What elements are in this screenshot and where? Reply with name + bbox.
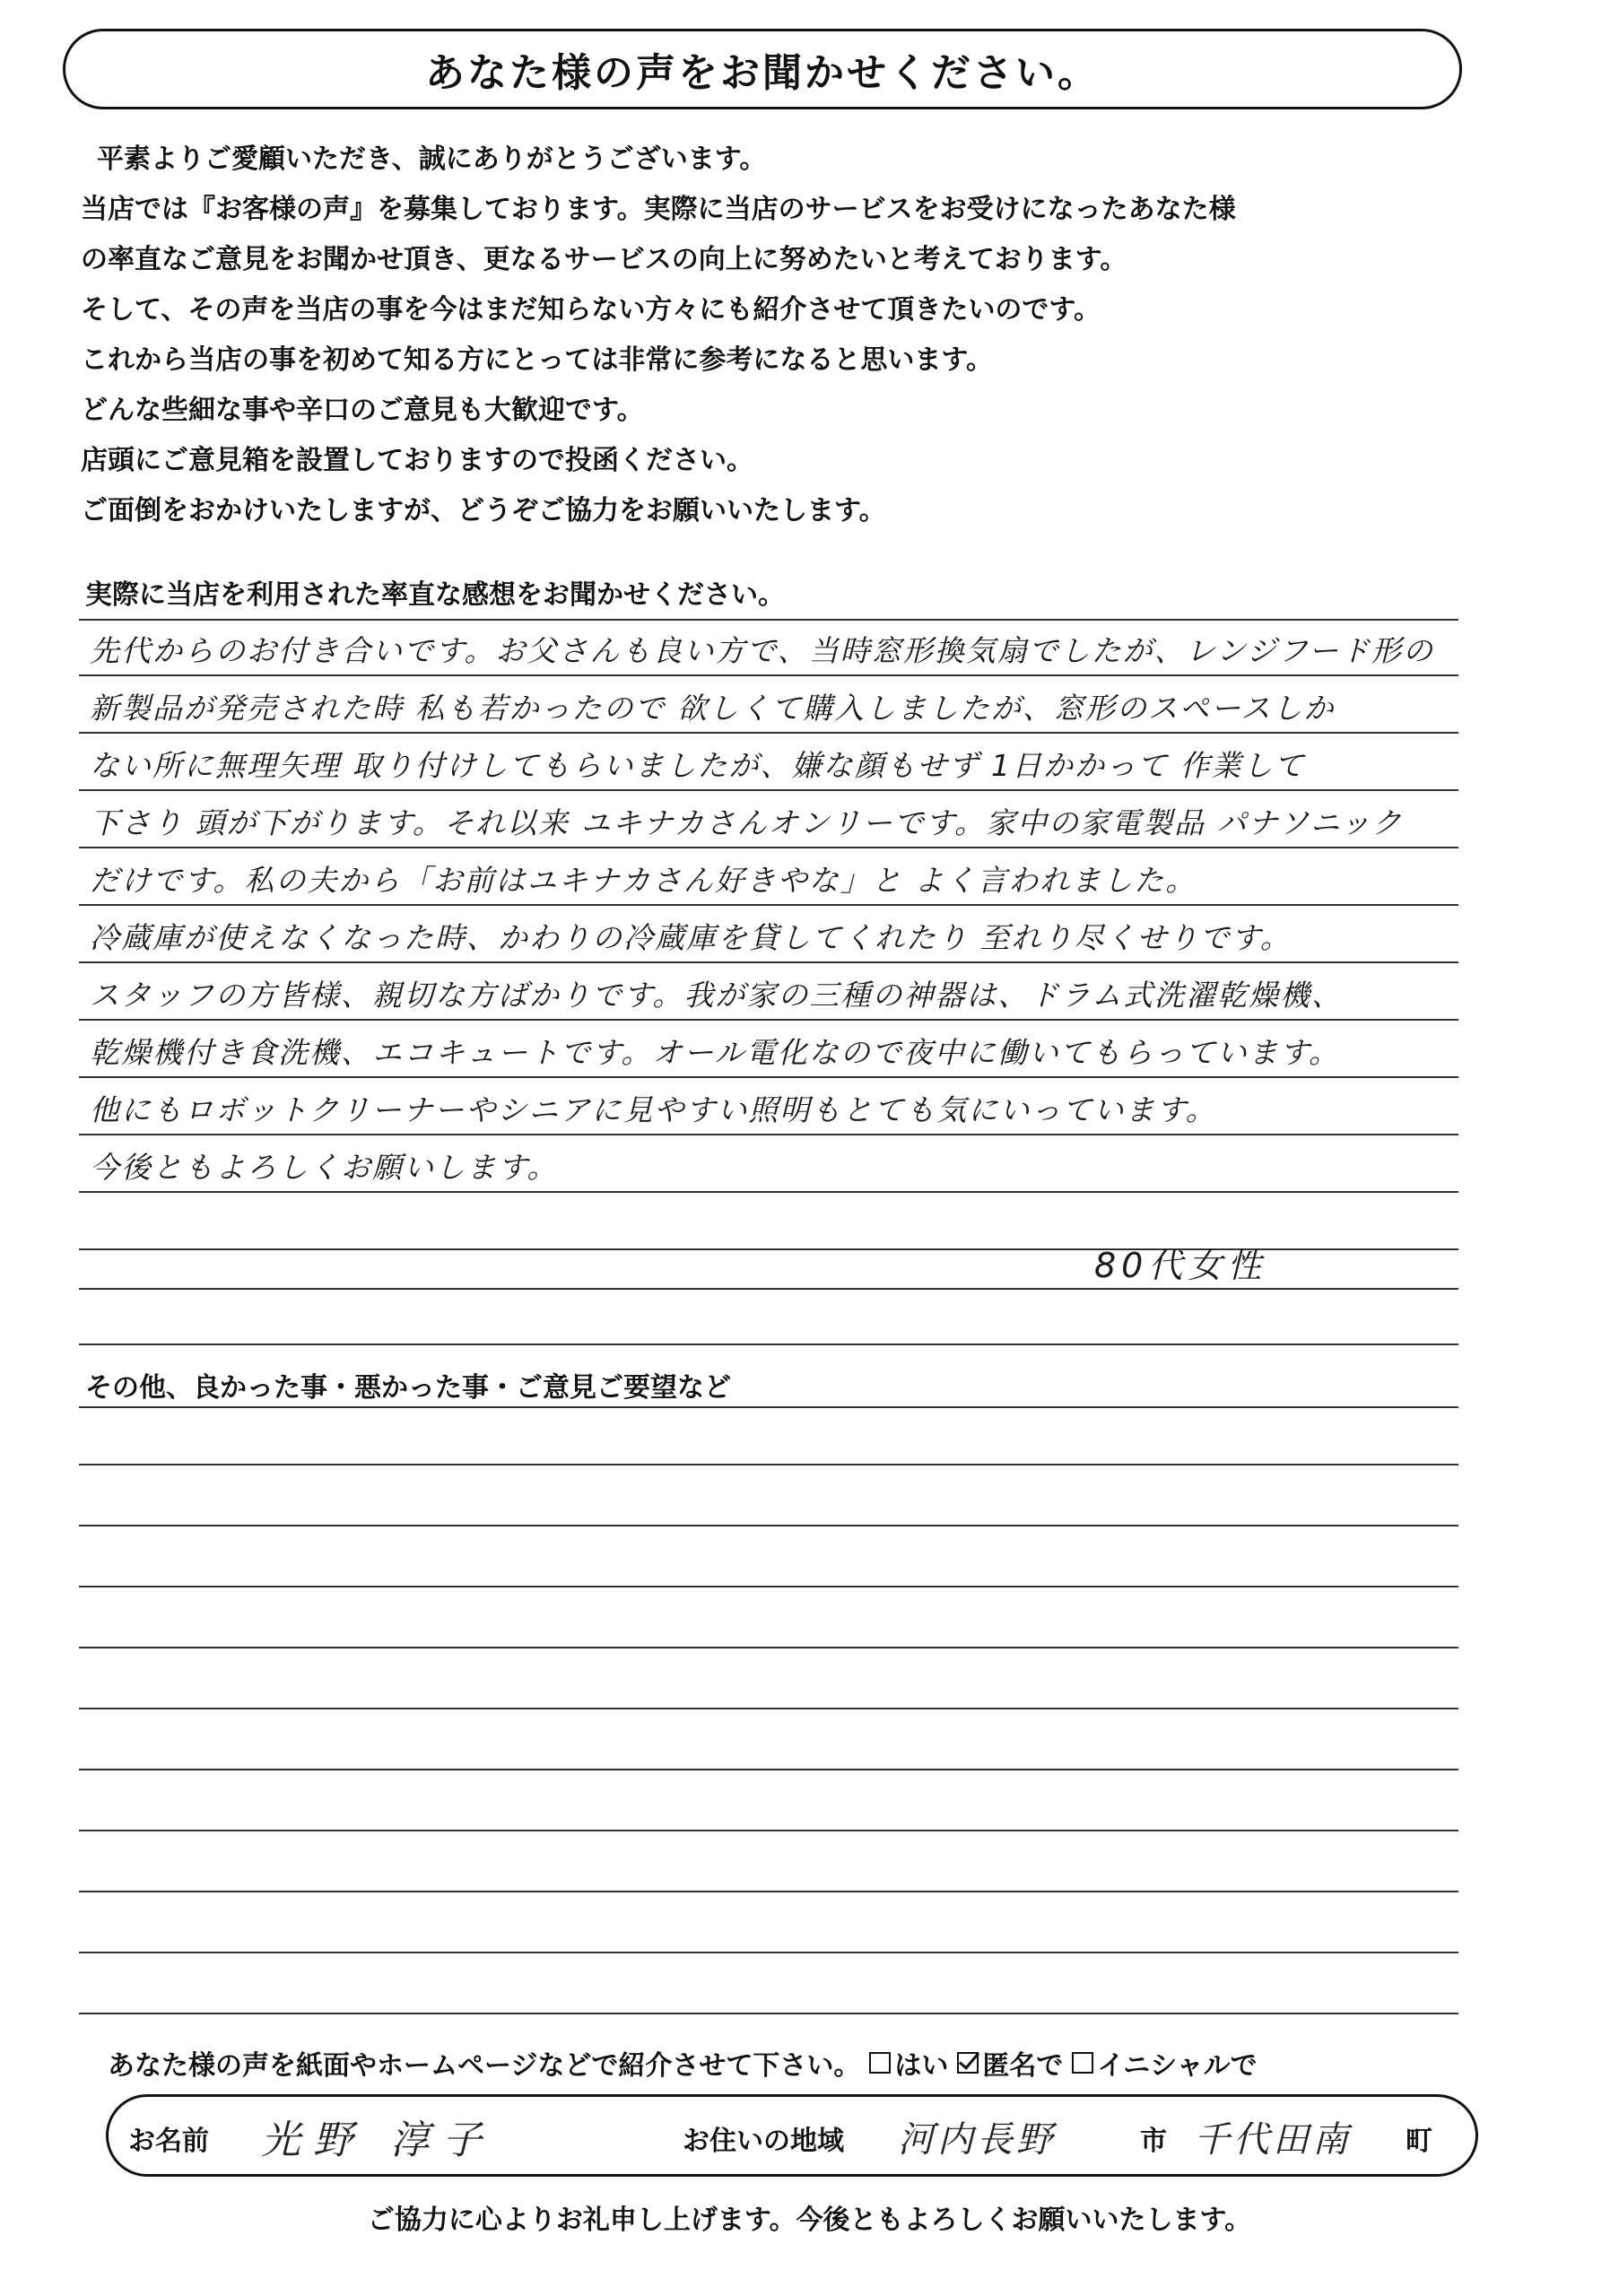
ruled-line [79, 1769, 1458, 1770]
town-suffix: 町 [1406, 2126, 1432, 2157]
section2-heading: その他、良かった事・悪かった事・ご意見ご要望など [85, 1372, 731, 1404]
area-label: お住いの地域 [683, 2126, 844, 2157]
comment-line: 新製品が発売された時 私も若かったので 欲しくて購入しましたが、窓形のスペースしか [90, 691, 1336, 726]
comment-line: 他にもロボットクリーナーやシニアに見やすい照明もとても気にいっています。 [90, 1092, 1217, 1127]
ruled-line [79, 1019, 1458, 1021]
ruled-line [79, 1134, 1458, 1135]
title-box [63, 29, 1462, 109]
city-suffix: 市 [1140, 2126, 1167, 2157]
ruled-line [79, 1191, 1458, 1193]
ruled-line [79, 1891, 1458, 1892]
ruled-line [79, 847, 1458, 848]
name-label: お名前 [128, 2126, 209, 2157]
checkbox-initials[interactable] [1072, 2052, 1093, 2074]
intro-line: ご面倒をおかけいたしますが、どうぞご協力をお願いいたします。 [81, 495, 886, 526]
comment-line: 今後ともよろしくお願いします。 [90, 1150, 559, 1185]
comment-line: スタッフの方皆様、親切な方ばかりです。我が家の三種の神器は、ドラム式洗濯乾燥機、 [90, 978, 1344, 1013]
ruled-line [79, 1647, 1458, 1648]
comment-line: 冷蔵庫が使えなくなった時、かわりの冷蔵庫を貸してくれたり 至れり尽くせりです。 [90, 920, 1292, 955]
comment-line: だけです。私の夫から「お前はユキナカさん好きやな」と よく言われました。 [90, 863, 1197, 898]
consent-prompt: あなた様の声を紙面やホームページなどで紹介させて下さい。 [108, 2050, 861, 2082]
consent-option-label: 匿名で [982, 2050, 1064, 2082]
intro-line: そして、その声を当店の事を今はまだ知らない方々にも紹介させて頂きたいのです。 [81, 294, 1101, 326]
ruled-line [79, 1708, 1458, 1709]
intro-line: どんな些細な事や辛口のご意見も大歓迎です。 [81, 395, 644, 426]
name-address-box [106, 2094, 1478, 2177]
checkbox-yes[interactable] [869, 2052, 891, 2074]
footer-thanks: ご協力に心よりお礼申し上げます。今後ともよろしくお願いいたします。 [367, 2205, 1252, 2236]
ruled-line [79, 1464, 1458, 1465]
comment-signoff: 80代女性 [1094, 1246, 1267, 1285]
ruled-line [79, 1525, 1458, 1526]
ruled-line [79, 1076, 1458, 1078]
comment-line: ない所に無理矢理 取り付けしてもらいましたが、嫌な顔もせず 1日かかって 作業して [90, 748, 1306, 783]
comment-line: 下さり 頭が下がります。それ以来 ユキナカさんオンリーです。家中の家電製品 パナソニック [90, 805, 1404, 840]
ruled-line [79, 1952, 1458, 1953]
checkbox-anonymous[interactable] [957, 2052, 979, 2074]
intro-line: の率直なご意見をお聞かせ頂き、更なるサービスの向上に努めたいと考えております。 [81, 244, 1127, 275]
ruled-line [79, 1586, 1458, 1587]
page-title: あなた様の声をお聞かせください。 [425, 50, 1100, 96]
ruled-line [79, 1830, 1458, 1831]
ruled-line [79, 789, 1458, 791]
section1-heading: 実際に当店を利用された率直な感想をお聞かせください。 [85, 579, 785, 611]
ruled-line [79, 732, 1458, 734]
consent-option-label: イニシャルで [1097, 2050, 1258, 2082]
comment-line: 乾燥機付き食洗機、エコキュートです。オール電化なので夜中に働いてもらっています。 [90, 1035, 1341, 1070]
intro-line: これから当店の事を初めて知る方にとっては非常に参考になると思います。 [81, 344, 993, 376]
ruled-line [79, 619, 1458, 621]
ruled-line [79, 1406, 1458, 1408]
town-value[interactable]: 千代田南 [1194, 2119, 1352, 2161]
ruled-line [79, 1288, 1458, 1290]
intro-line: 当店では『お客様の声』を募集しております。実際に当店のサービスをお受けになったあなた様 [81, 194, 1236, 225]
intro-line: 店頭にご意見箱を設置しておりますので投函ください。 [81, 445, 753, 476]
comment-line: 先代からのお付き合いです。お父さんも良い方で、当時窓形換気扇でしたが、レンジフード形の [90, 633, 1435, 668]
consent-row [108, 2043, 1258, 2083]
ruled-line [79, 904, 1458, 906]
ruled-line [79, 2013, 1458, 2014]
ruled-line [79, 961, 1458, 963]
consent-option-label: はい [894, 2050, 949, 2082]
city-value[interactable]: 河内長野 [898, 2119, 1056, 2161]
intro-text [81, 135, 1480, 536]
intro-line: 平素よりご愛顧いただき、誠にありがとうございます。 [97, 144, 767, 175]
ruled-line [79, 674, 1458, 676]
name-value[interactable]: 光野 淳子 [261, 2118, 494, 2163]
ruled-line [79, 1344, 1458, 1345]
